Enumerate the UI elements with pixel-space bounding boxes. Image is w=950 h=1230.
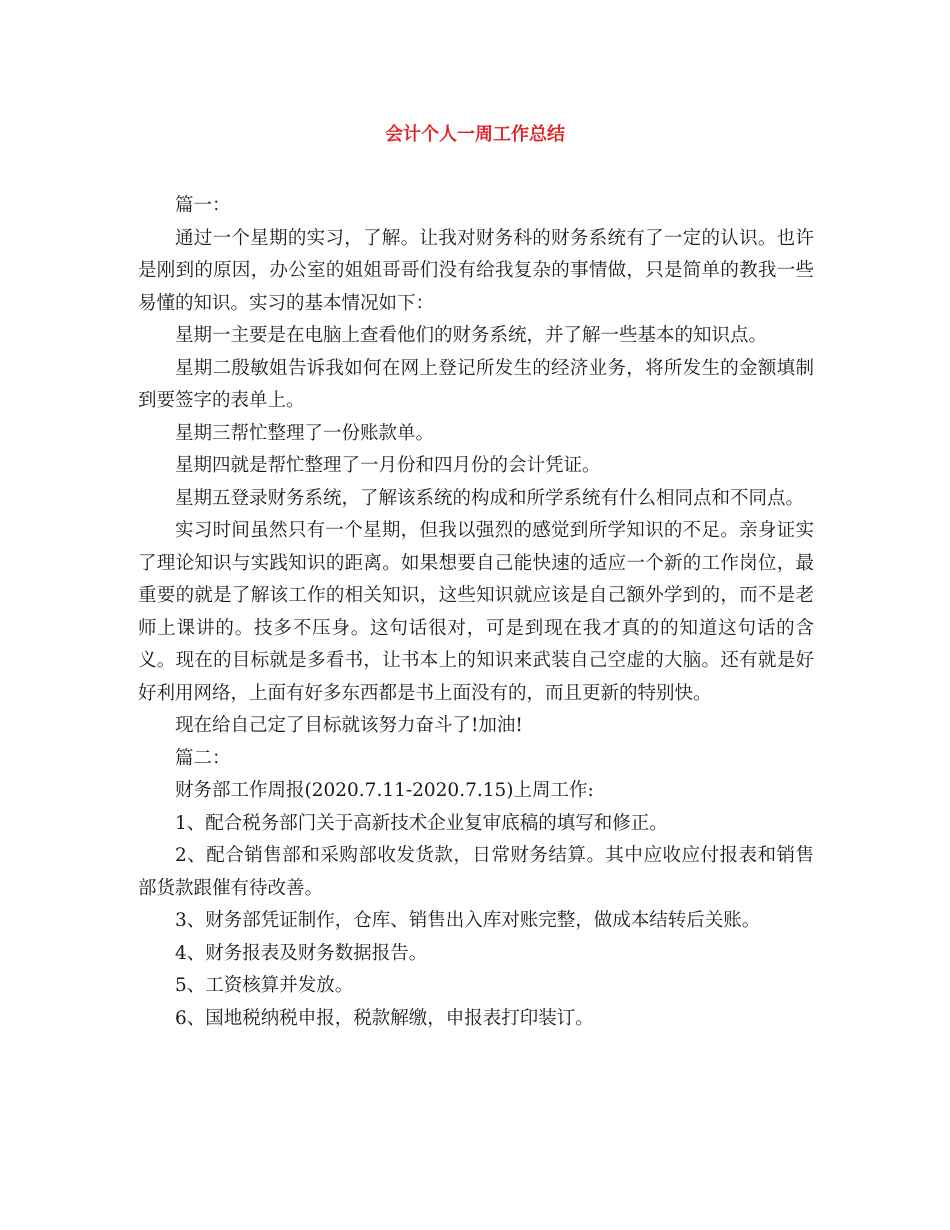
paragraph-goal: 现在给自己定了目标就该努力奋斗了!加油!: [175, 715, 523, 736]
document-title: 会计个人一周工作总结: [385, 124, 565, 145]
paragraph-friday: 星期五登录财务系统，了解该系统的构成和所学系统有什么相同点和不同点。: [175, 487, 805, 509]
list-item-2: 2、配合销售部和采购部收发货款，日常财务结算。其中应收应付报表和销售部货款跟催有待改善。: [138, 845, 814, 899]
list-item-5: 5、工资核算并发放。: [175, 975, 354, 996]
paragraph-weekly-report: 财务部工作周报(2020.7.11-2020.7.15)上周工作:: [175, 780, 594, 801]
paragraph-reflection: 实习时间虽然只有一个星期，但我以强烈的感觉到所学知识的不足。亲身证实了理论知识与实践知识的距离。如果想要自己能快速的适应一个新的工作岗位，最重要的就是了解该工作的相关知识，这些知识就应该是自己额外学到的，而不是老师上课讲的。技多不压身。这句话很对，可是到现在我才真的的知道这句话的含义。现在的目标就是多看书，让书本上的知识来武装自己空虚的大脑。还有就是好好利用网络，上面有好多东西都是书上面没有的，而且更新的特别快。: [138, 520, 814, 704]
list-item-6: 6、国地税纳税申报，税款解缴，申报表打印装订。: [175, 1007, 594, 1029]
paragraph-monday: 星期一主要是在电脑上查看他们的财务系统，并了解一些基本的知识点。: [175, 325, 768, 346]
list-item-4: 4、财务报表及财务数据报告。: [175, 942, 428, 964]
section-heading-part-1: 篇一：: [175, 195, 231, 216]
paragraph-tuesday: 星期二殷敏姐告诉我如何在网上登记所发生的经济业务，将所发生的金额填制到要签字的表单上。: [138, 357, 814, 411]
list-item-1: 1、配合税务部门关于高新技术企业复审底稿的填写和修正。: [175, 812, 668, 834]
list-item-3: 3、财务部凭证制作，仓库、销售出入库对账完整，做成本结转后关账。: [175, 910, 761, 931]
section-heading-part-2: 篇二：: [175, 747, 231, 769]
paragraph-intro: 通过一个星期的实习，了解。让我对财务科的财务系统有了一定的认识。也许是刚到的原因，办公室的姐姐哥哥们没有给我复杂的事情做，只是简单的教我一些易懂的知识。实习的基本情况如下：: [138, 227, 814, 314]
document-body: [138, 190, 814, 1035]
paragraph-thursday: 星期四就是帮忙整理了一月份和四月份的会计凭证。: [175, 455, 601, 476]
paragraph-wednesday: 星期三帮忙整理了一份账款单。: [175, 422, 435, 444]
